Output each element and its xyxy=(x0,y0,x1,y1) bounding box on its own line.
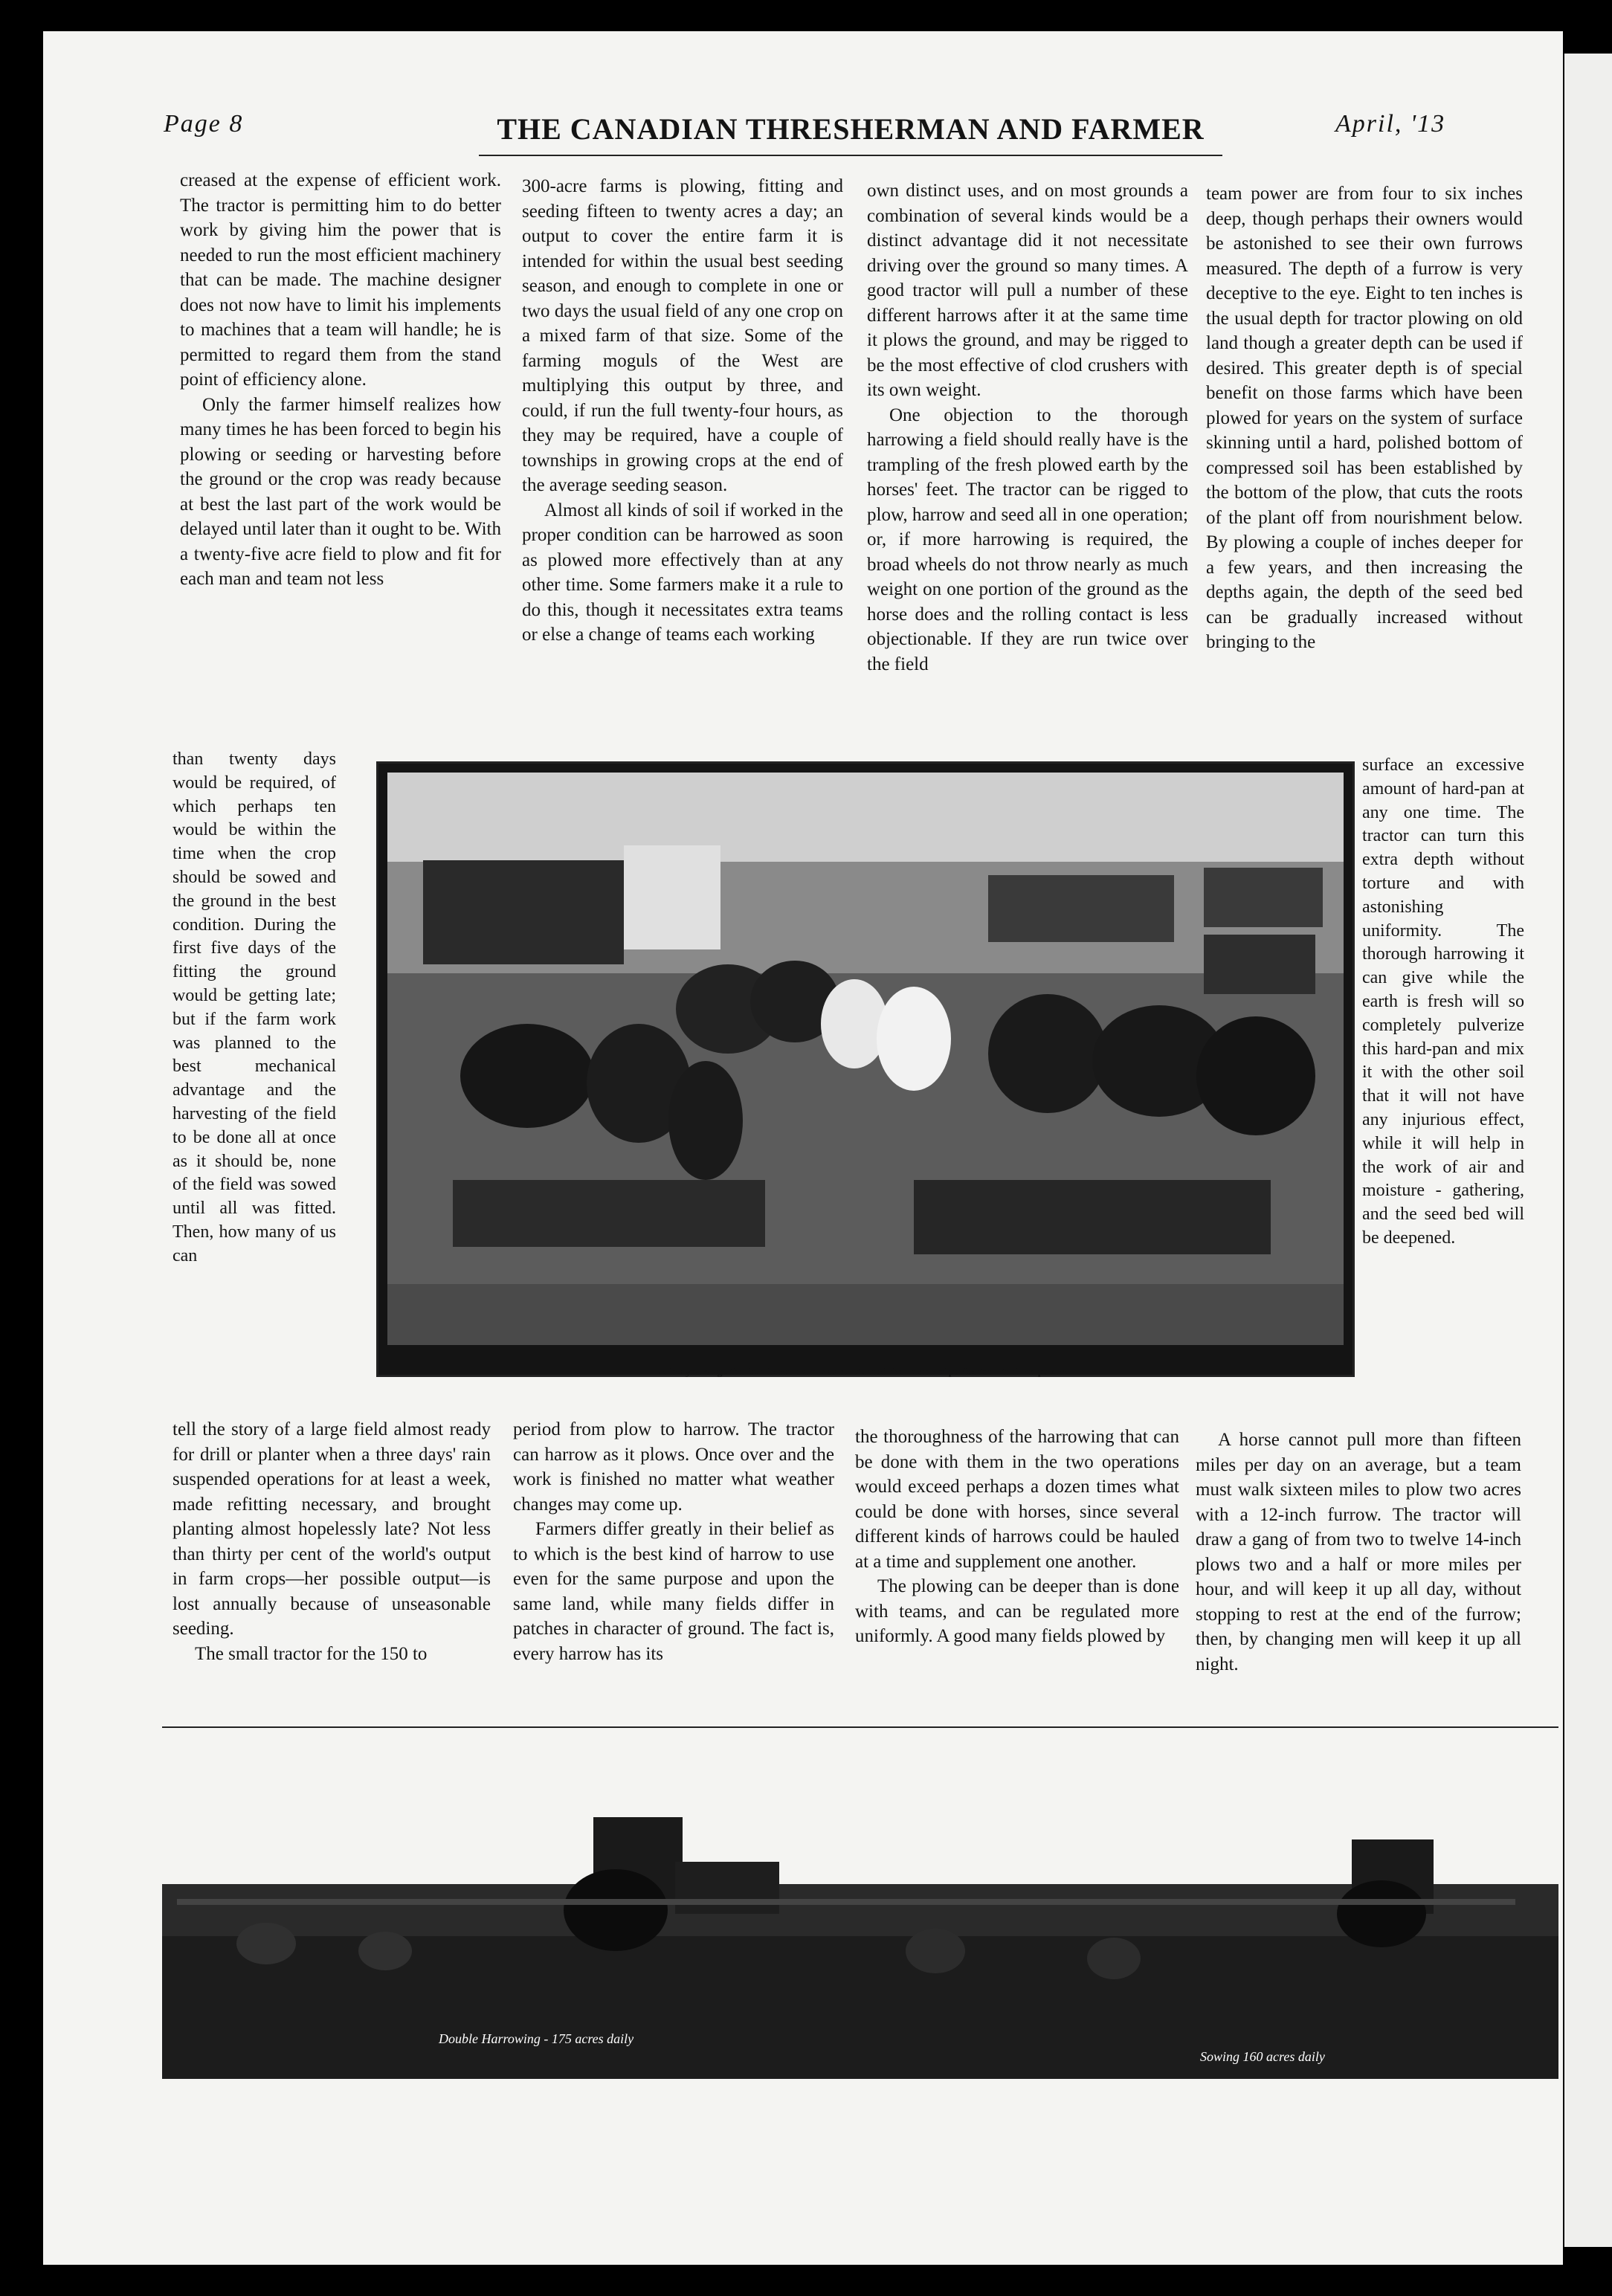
paragraph: Only the farmer himself realizes how many times he has been forced to begin his plowing or seeding or harvesting before the ground or the crop was ready because at best the last part of the work would be delayed until later than it ought to be. With a twenty-five acre field to plow and fit for each man and team not less xyxy=(180,394,501,589)
paragraph: 300-acre farms is plowing, fitting and seeding fifteen to twenty acres a day; an output to cover the entire farm it is intended for within the usual best seeding season, and enough to complete in one or two days the usual field of any one crop on a mixed farm of that size. Some of the farming moguls of the West are multiplying this output by three, and could, if run the full twenty-four hours, as they may be required, have a couple of townships in growing crops at the end of the average seeding season. xyxy=(522,176,843,495)
photo-label-right: Sowing 160 acres daily xyxy=(1200,2049,1325,2064)
column-3-top xyxy=(867,178,1188,677)
column-4-bottom xyxy=(1196,1428,1521,1677)
photo-caption: A few years ago the four horse team was considered the "acme of perfection" in farm power. xyxy=(657,1367,1068,1378)
paragraph: A horse cannot pull more than fifteen miles per day on an average, but a team must walk sixteen miles to plow two acres with a 12-inch furrow. The tractor will draw a gang of from two to twelve 14-inch plows two and a half or more miles per hour, and will keep it up all day, without stopping to rest at the end of the furrow; then, by changing men will keep it up all night. xyxy=(1196,1430,1521,1674)
masthead-title: THE CANADIAN THRESHERMAN AND FARMER xyxy=(497,112,1205,146)
paragraph: surface an excessive amount of hard-pan at any one time. The tractor can turn this extra depth without torture and with astonishing uniformity. The thorough harrowing it can give while the earth is fresh will so completely pulverize this hard-pan and mix it with the other soil that it will not have any injurious effect, while it will help in the work of air and moisture - gathering, and the seed bed will be deepened. xyxy=(1362,755,1524,1248)
photo-label-left: Double Harrowing - 175 acres daily xyxy=(439,2031,634,2046)
adjacent-page-edge xyxy=(1564,54,1612,2247)
paragraph: Farmers differ greatly in their belief as to which is the best kind of harrow to use even for the same purpose and upon the same land, while many fields differ in patches in character of ground. The fact is, every harrow has its xyxy=(513,1519,834,1664)
column-2-bottom xyxy=(513,1417,834,1666)
column-1-bottom xyxy=(173,1417,491,1666)
horse-team-photo xyxy=(376,761,1355,1377)
paragraph: One objection to the thorough harrowing a field should really have is the trampling of the fresh plowed earth by the horses' feet. The tractor can be rigged to plow, harrow and seed all in one operation; or, if more harrowing is required, the broad wheels do not throw nearly as much weight on one portion of the ground as the horse does and the rolling contact is less objectionable. If they are run twice over the field xyxy=(867,404,1188,674)
paragraph: the thoroughness of the harrowing that can be done with them in the two operations would exceed perhaps a dozen times what could be done with horses, since several different kinds of harrows could be hauled at a time and supplement one another. xyxy=(855,1427,1179,1572)
paragraph: Almost all kinds of soil if worked in the proper condition can be harrowed as soon as plowed more effectively than at any other time. Some farmers make it a rule to do this, though it necessitates extra teams or else a change of teams each working xyxy=(522,500,843,645)
issue-date: April, '13 xyxy=(1335,110,1446,138)
paragraph: period from plow to harrow. The tractor can harrow as it plows. Once over and the work is finished no matter what weather changes may come up. xyxy=(513,1419,834,1515)
paragraph: The small tractor for the 150 to xyxy=(195,1643,428,1664)
tractor-harrowing-photo xyxy=(162,1726,1558,2079)
paragraph: The plowing can be deeper than is done with teams, and can be regulated more uniformly. A good many fields plowed by xyxy=(855,1576,1179,1646)
page-number: Page 8 xyxy=(164,110,244,138)
paragraph: than twenty days would be required, of which perhaps ten would be within the time when the crop should be sowed and the ground in the best condition. During the first five days of the fitting the ground would be getting late; but if the farm work was planned to the best mechanical advantage and the harvesting of the field to be done all at once as it should be, none of the field was sowed until all was fitted. Then, how many of us can xyxy=(173,749,336,1265)
column-3-bottom xyxy=(855,1425,1179,1649)
column-1-top xyxy=(180,168,501,592)
paragraph: tell the story of a large field almost ready for drill or planter when a three days' rain suspended operations for at least a week, made refitting necessary, and brought planting almost hopelessly late? Not less than thirty per cent of the world's output in farm crops—her possible output—is lost annually because of unseasonable seeding. xyxy=(173,1419,491,1639)
masthead-rule xyxy=(479,155,1222,156)
paragraph: team power are from four to six inches deep, though perhaps their owners would be astonished to see their own furrows measured. The depth of a furrow is very deceptive to the eye. Eight to ten inches is the usual depth for tractor plowing on old land though a greater depth can be used if desired. This greater depth is of special benefit on those farms which have been plowed for years on the system of surface skinning until a hard, polished bottom of compressed soil has been established by the bottom of the plow, that cuts the roots of the plant off from nourishment below. By plowing a couple of inches deeper for a few years, and then increasing the depths again, the depth of the seed bed can be gradually increased without bringing to the xyxy=(1206,184,1523,652)
paragraph: creased at the expense of efficient work. The tractor is permitting him to do better work by giving him the power that is needed to run the most efficient machinery that can be made. The machine designer does not now have to limit his implements to machines that a team will handle; he is permitted to regard them from the stand point of efficiency alone. xyxy=(180,170,501,390)
paragraph: own distinct uses, and on most grounds a combination of several kinds would be a distinct advantage did it not necessitate driving over the ground so many times. A good tractor will pull a number of these different harrows after it at the same time it plows the ground, and may be rigged to be the most effective of clod crushers with its own weight. xyxy=(867,181,1188,400)
column-4-wrap xyxy=(1362,754,1524,1251)
column-4-top xyxy=(1206,181,1523,655)
column-2-top xyxy=(522,174,843,648)
column-1-wrap xyxy=(173,748,336,1268)
